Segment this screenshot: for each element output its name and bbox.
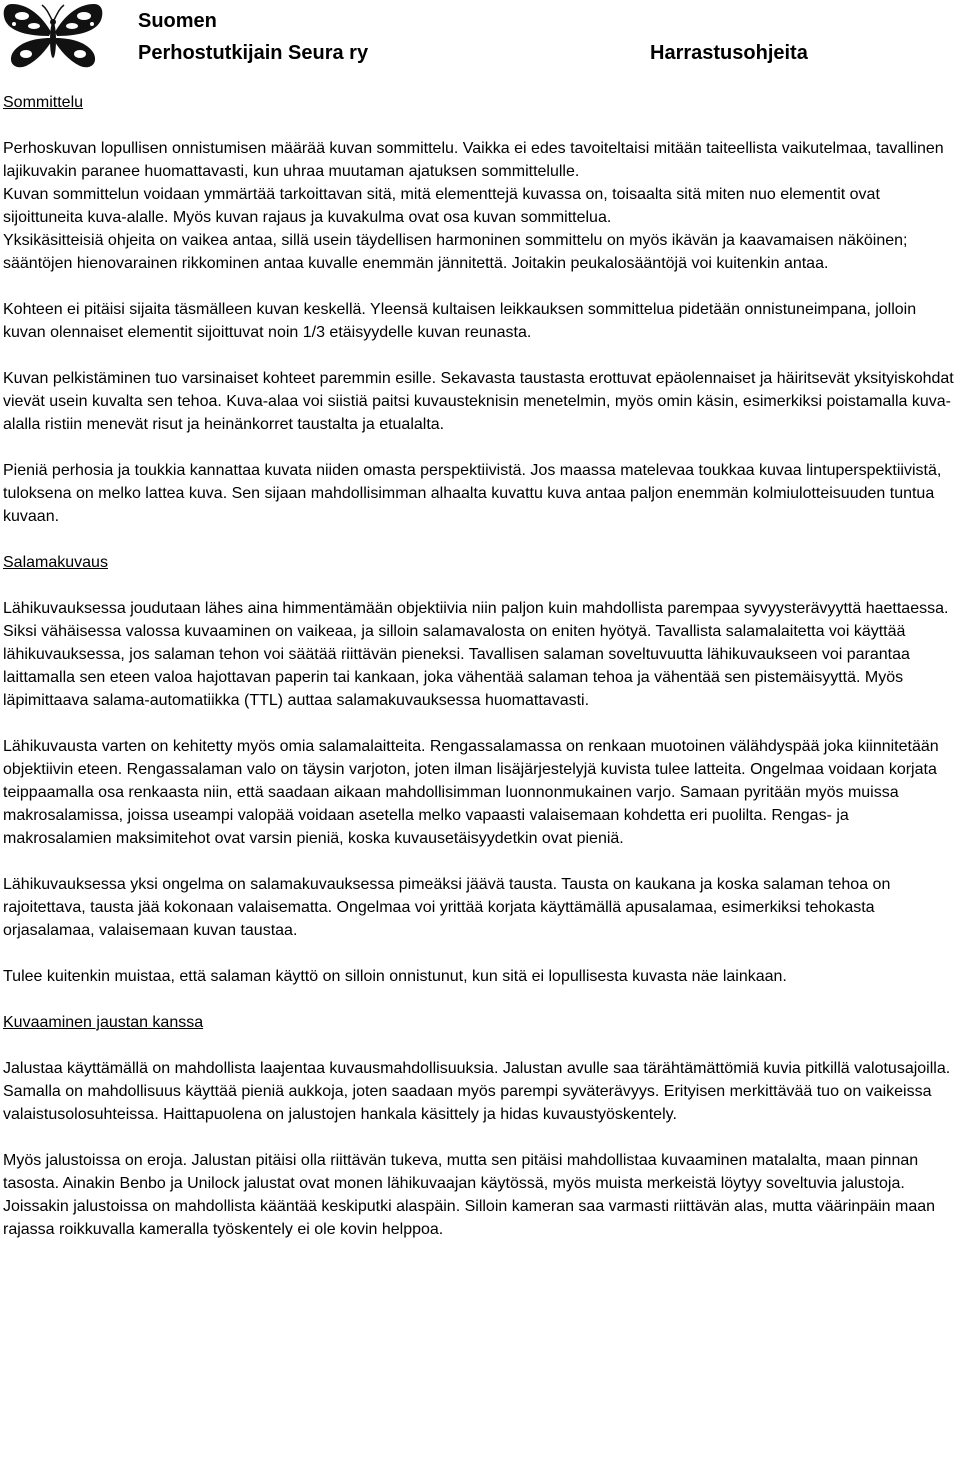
org-name-line1: Suomen bbox=[138, 10, 217, 32]
paragraph: Tulee kuitenkin muistaa, että salaman käyttö on silloin onnistunut, kun sitä ei lopullisesta kuvasta näe lainkaan. bbox=[3, 968, 787, 985]
paragraph: Myös jalustoissa on eroja. Jalustan pitäisi olla riittävän tukeva, mutta sen pitäisi mahdollistaa kuvaaminen matalalta, maan pinnan tasosta. Ainakin Benbo ja Unilock jalustat ovat monen lähikuvaajan käytössä, myös muista merkeistä löytyy soveltuvia jalustoja. Joissakin jalustoissa on mahdollista kääntää keskiputki alaspäin. Silloin kameran saa varmasti riittävän alas, mutta väärinpäin maan rajassa roikkuvalla kameralla työskentely ei ole kovin helppoa. bbox=[3, 1152, 936, 1238]
paragraph: Lähikuvausta varten on kehitetty myös omia salamalaitteita. Rengassalamassa on renkaan muotoinen välähdyspää joka kiinnitetään objektiivin eteen. Rengassalaman valo on täysin varjoton, joten ilman lisäjärjestelyjä kuvista tulee latteita. Ongelmaa voidaan korjata teippaamalla osa renkaasta niin, että saadaan aikaan mahdollisimman luonnonmukainen varjo. Samaan pyritään myös muissa makrosalamissa, joissa useampi valopää voidaan asetella melko vapaasti valaisemaan kohdetta eri puolilta. Rengas- ja makrosalamien maksimitehot ovat varsin pieniä, koska kuvausetäisyydetkin ovat pieniä. bbox=[3, 738, 939, 847]
paragraph: Jalustaa käyttämällä on mahdollista laajentaa kuvausmahdollisuuksia. Jalustan avulle saa tärähtämättömiä kuvia pitkillä valotusajoilla. Samalla on mahdollisuus käyttää pieniä aukkoja, joten saadaan myös parempi syväterävyys. Erityisen merkittävää tuo on vaikeissa valaistusolosuhteissa. Haittapuolena on jalustojen hankala käsittely ja hidas kuvaustyöskentely. bbox=[3, 1060, 951, 1123]
document-body bbox=[3, 91, 959, 1241]
section-heading-sommittelu: Sommittelu bbox=[3, 94, 84, 111]
section-heading-salamakuvaus: Salamakuvaus bbox=[3, 554, 108, 571]
paragraph: Lähikuvauksessa yksi ongelma on salamakuvauksessa pimeäksi jäävä tausta. Tausta on kaukana ja koska salaman tehoa on rajoitettava, tausta jää kokonaan valaisematta. Ongelmaa voi yrittää korjata käyttämällä apusalamaa, esimerkiksi tehokasta orjasalamaa, valaisemaan kuvan taustaa. bbox=[3, 876, 891, 939]
paragraph: Perhoskuvan lopullisen onnistumisen määrää kuvan sommittelu. Vaikka ei edes tavoiteltaisi mitään taiteellista vaikutelmaa, tavallinen lajikuvakin paranee huomattavasti, kun uhraa muutaman ajatuksen sommittelulle. bbox=[3, 140, 944, 180]
paragraph: Yksikäsitteisiä ohjeita on vaikea antaa, sillä usein täydellisen harmoninen sommittelu on myös ikävän ja kaavamaisen näköinen; sääntöjen hienovarainen rikkominen antaa kuvalle enemmän jännitettä. Joitakin peukalosääntöjä voi kuitenkin antaa. bbox=[3, 232, 908, 272]
paragraph: Lähikuvauksessa joudutaan lähes aina himmentämään objektiivia niin paljon kuin mahdollista parempaa syvyysterävyyttä haettaessa. Siksi vähäisessa valossa kuvaaminen on vaikeaa, ja silloin salamavalosta on eniten hyötyä. Tavallista salamalaitetta voi käyttää lähikuvauksessa, jos salaman tehon voi säätää riittävän pieneksi. Tavallisen salaman soveltuvuutta lähikuvaukseen voi parantaa laittamalla sen eteen valoa hajottavan paperin tai kankaan, joka vähentää salaman tehoa ja vähentää sen pistemäisyyttä. Myös läpimittaava salama-automatiikka (TTL) auttaa salamakuvauksessa huomattavasti. bbox=[3, 600, 949, 709]
document-title: Harrastusohjeita bbox=[650, 42, 808, 64]
section-heading-jalusta: Kuvaaminen jaustan kanssa bbox=[3, 1014, 204, 1031]
org-name-line2: Perhostutkijain Seura ry bbox=[138, 42, 369, 64]
paragraph: Pieniä perhosia ja toukkia kannattaa kuvata niiden omasta perspektiivistä. Jos maassa matelevaa toukkaa kuvaa lintuperspektiivistä, tuloksena on melko lattea kuva. Sen sijaan mahdollisimman alhaalta kuvattu kuva antaa paljon enemmän kolmiulotteisuuden tuntua kuvaan. bbox=[3, 462, 942, 525]
paragraph: Kohteen ei pitäisi sijaita täsmälleen kuvan keskellä. Yleensä kultaisen leikkauksen sommittelua pidetään onnistuneimpana, jolloin kuvan olennaiset elementit sijoittuvat noin 1/3 etäisyydelle kuvan reunasta. bbox=[3, 301, 917, 341]
paragraph: Kuvan sommittelun voidaan ymmärtää tarkoittavan sitä, mitä elementtejä kuvassa on, toisaalta sitä miten nuo elementit ovat sijoittuneita kuva-alalle. Myös kuvan rajaus ja kuvakulma ovat osa kuvan sommittelua. bbox=[3, 186, 880, 226]
paragraph: Kuvan pelkistäminen tuo varsinaiset kohteet paremmin esille. Sekavasta taustasta erottuvat epäolennaiset ja häiritsevät yksityiskohdat vievät usein kuvalta sen tehoa. Kuva-alaa voi siistiä paitsi kuvausteknisin menetelmin, myös omin käsin, esimerkiksi poistamalla kuva-alalla ristiin menevät risut ja heinänkorret taustalta ja etualalta. bbox=[3, 370, 954, 433]
butterfly-logo-icon bbox=[2, 2, 104, 70]
page-header bbox=[0, 0, 960, 80]
